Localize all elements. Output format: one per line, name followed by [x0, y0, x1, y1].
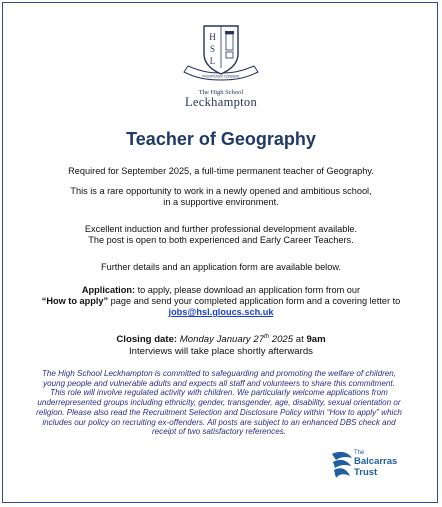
trust-name-line2: Trust [354, 466, 378, 478]
trust-name-line1: Balcarras [354, 456, 398, 467]
para-induction [14, 224, 428, 246]
para-induction-line2: The post is open to both experienced and Early Career Teachers. [88, 235, 354, 245]
application-label: Application: [81, 285, 136, 295]
closing-date-suffix: th [264, 334, 270, 340]
notice-line: underrepresented groups including ethnicity, gender, transgender, age, disability, sexual orientation or [37, 398, 401, 408]
para-induction-line1: Excellent induction and further professional development available. [84, 224, 358, 234]
para-opportunity [14, 186, 428, 208]
notice-line: This role will involve regulated activity with children. We particularly welcome applications from [50, 388, 388, 398]
notice-line: The High School Leckhampton is committed to safeguarding and promoting the welfare of children, [41, 369, 397, 378]
closing-date-line [14, 332, 428, 346]
safeguarding-notice [14, 369, 424, 437]
application-text1: to apply, please download an application form from our [135, 285, 361, 295]
closing-date: Monday January 27 [177, 334, 265, 346]
notice-line: receipt of two satisfactory references. [151, 427, 287, 437]
closing-time: 9am [306, 334, 326, 346]
closing-info [14, 332, 428, 357]
application-line2 [14, 296, 428, 307]
school-small-name: The High School [198, 89, 244, 96]
interviews-text: Interviews will take place shortly afterwards [129, 345, 313, 357]
crest-ribbon-text: PROSPERUM CONDERE [202, 74, 240, 79]
notice-line: religion. Please also read the Recruitment Selection and Disclosure Policy within “How to apply” which [36, 407, 402, 417]
application-line1 [14, 285, 428, 296]
para-opportunity-line1: This is a rare opportunity to work in a newly opened and ambitious school, [70, 186, 372, 196]
para-required: Required for September 2025, a full-time permanent teacher of Geography. [68, 166, 374, 176]
para-opportunity-line2: in a supportive environment. [163, 197, 279, 207]
notice-line: includes our policy on recruiting ex-offenders. All posts are subject to an enhanced DBS check and [42, 417, 396, 427]
job-title: Teacher of Geography [126, 129, 316, 149]
trust-name [354, 450, 397, 478]
school-crest-icon [176, 20, 266, 90]
how-to-apply-label: “How to apply” [41, 296, 109, 306]
trust-name-small: The [354, 450, 365, 456]
svg-text:S: S [209, 44, 216, 54]
closing-label: Closing date: [116, 334, 178, 346]
closing-year: 2025 [269, 334, 294, 346]
school-name: Leckhampton [184, 95, 258, 109]
notice-line: young people and vulnerable adults and expects all staff and volunteers to share this commitment. [43, 378, 395, 388]
email-link[interactable]: jobs@hsl.gloucs.sch.uk [168, 307, 274, 317]
application-info [14, 285, 428, 318]
application-text2: page and send your completed application form and a covering letter to [108, 296, 401, 306]
svg-text:L: L [209, 56, 216, 66]
para-further-details: Further details and an application form are available below. [100, 262, 342, 272]
svg-text:H: H [209, 32, 216, 42]
closing-at: at [293, 334, 307, 346]
